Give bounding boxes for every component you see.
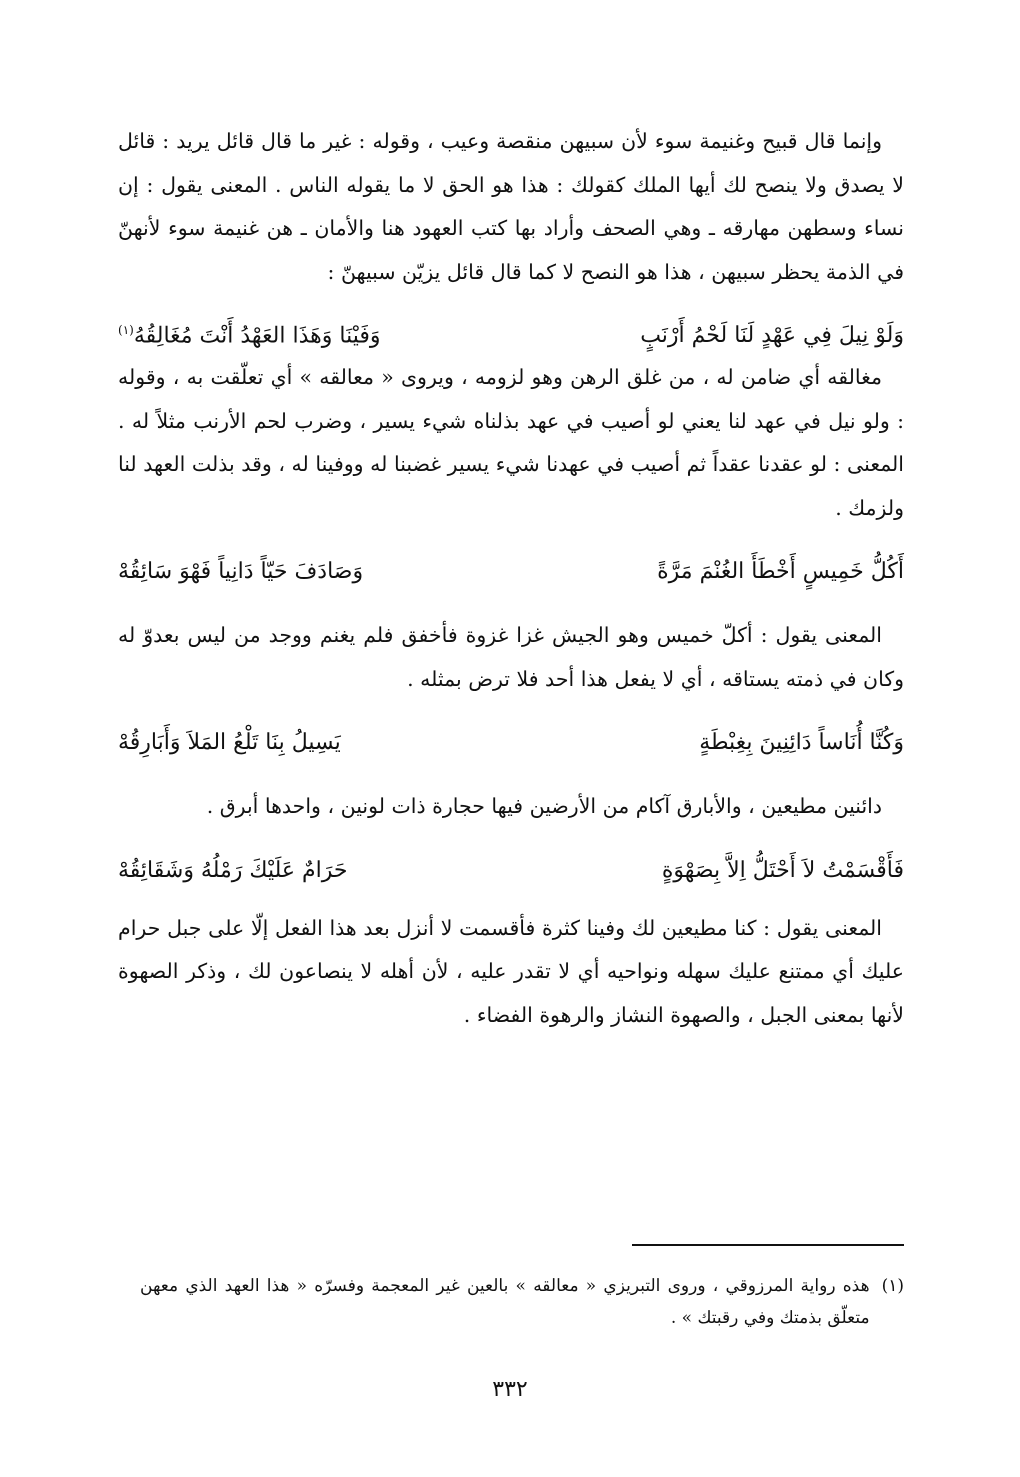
verse-second-hemistich: حَرَامٌ عَلَيْكَ رَمْلُهُ وَشَقَائِقُهْ — [118, 857, 348, 883]
footnote-text: هذه رواية المرزوقي ، وروى التبريزي « معالقه » بالعين غير المعجمة وفسرّه « هذا العهد الذي معهن متعلّق بذمتك وفي رقبتك » . — [140, 1276, 870, 1328]
paragraph: المعنى يقول : كنا مطيعين لك وفينا كثرة فأقسمت لا أنزل بعد هذا الفعل إلّا على جبل حرام عليك أي ممتنع عليك سهله ونواحيه أي لا تقدر عليه ، لأن أهله لا ينصاعون لك ، وذكر الصهوة لأنها بمعنى الجبل ، والصهوة النشاز والرهوة الفضاء . — [118, 915, 904, 1027]
verse-second-hemistich: يَسِيلُ بِنَا تَلْعُ المَلاَ وَأَبَارِقُهْ — [118, 730, 341, 756]
footnote-marker: (١) — [118, 323, 134, 337]
paragraph: مغالقه أي ضامن له ، من غلق الرهن وهو لزومه ، ويروى « معالقه » أي تعلّقت به ، وقوله : ولو نيل في عهد لنا يعني لو أصيب في عهد بذلناه شيء يسير ، وضرب لحم الأرنب مثلاً له . المعنى : لو عقدنا عقداً ثم أصيب في عهدنا شيء يسير غضبنا له ووفينا له ، وقد بذلت العهد لنا ولزمك . — [118, 365, 904, 520]
paragraph: المعنى يقول : أكلّ خميس وهو الجيش غزا غزوة فأخفق فلم يغنم ووجد من ليس بعدوّ له وكان في ذمته يستاقه ، أي لا يفعل هذا أحد فلا ترض بمثله . — [118, 623, 904, 691]
verse-second-hemistich: وَصَادَفَ حَيّاً دَانِياً فَهْوَ سَائِقُهْ — [118, 559, 364, 585]
footnote-number: (١) — [881, 1276, 904, 1296]
verse-first-hemistich: وَكُنَّا أُنَاساً دَائِنِينَ بِغِبْطَةٍ — [699, 730, 904, 756]
footnote-separator — [632, 1244, 904, 1246]
verse-second-text: وَفَيْنَا وَهَذَا العَهْدُ أَنْتَ مُغَالِقُهُ — [133, 323, 381, 349]
page-number: ٣٣٢ — [492, 1377, 528, 1402]
verse-line — [118, 851, 904, 891]
verse-first-hemistich: فَأَقْسَمْتُ لاَ أَحْتَلُّ اِلاَّ بِصَهْوَةٍ — [661, 857, 904, 883]
verse-line — [118, 552, 904, 592]
paragraph: وإنما قال قبيح وغنيمة سوء لأن سبيهن منقصة وعيب ، وقوله : غير ما قال قائل يريد : قائل لا يصدق ولا ينصح لك أيها الملك كقولك : هذا هو الحق لا ما يقوله الناس . المعنى يقول : إن نساء وسطهن مهارقه ـ وهي الصحف وأراد بها كتب العهود هنا والأمان ـ هن غنيمة سوء لأنهنّ في الذمة يحظر سبيهن ، هذا هو النصح لا كما قال قائل يزيّن سبيهنّ : — [118, 129, 904, 284]
verse-first-hemistich: أَكُلُّ خَمِيسٍ أَخْطَأَ الغُنْمَ مَرَّةً — [657, 559, 904, 585]
verse-line — [118, 310, 904, 356]
paragraph: دائنين مطيعين ، والأبارق آكام من الأرضين فيها حجارة ذات لونين ، واحدها أبرق . — [206, 794, 882, 819]
verse-first-hemistich: وَلَوْ نِيلَ فِي عَهْدٍ لَنَا لَحْمُ أَرْنَبٍ — [640, 323, 904, 349]
verse-second-hemistich — [118, 310, 381, 356]
page-body — [118, 120, 904, 1037]
footnote — [140, 1270, 904, 1334]
footnotes — [140, 1270, 904, 1334]
verse-line — [118, 723, 904, 763]
